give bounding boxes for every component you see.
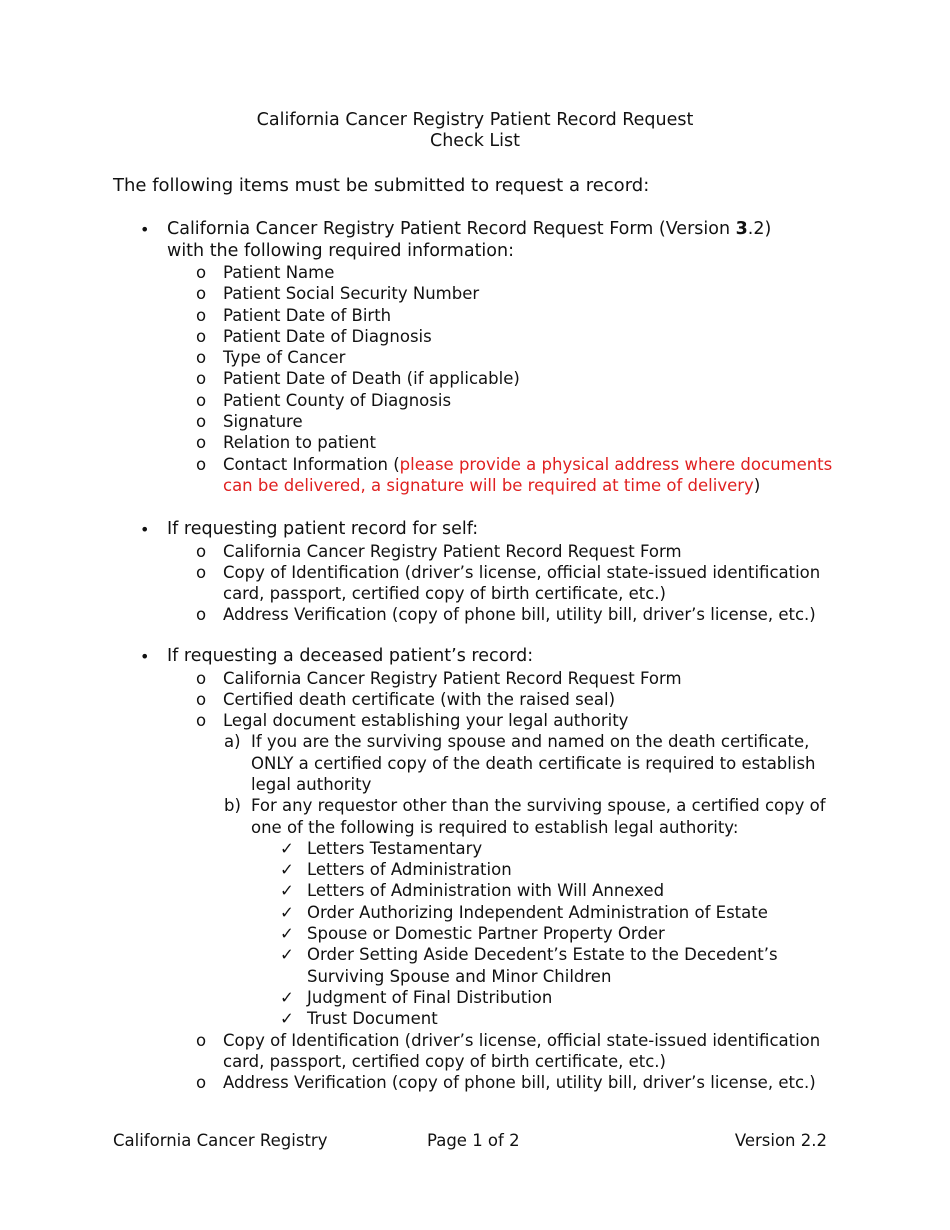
bullet-icon: • bbox=[140, 520, 150, 539]
list-item: o Copy of Identification (driver’s license, official state-issued identification card, passport, certified copy of birth certificate, etc.) bbox=[196, 562, 821, 604]
circle-bullet-icon: o bbox=[196, 326, 207, 346]
circle-bullet-icon: o bbox=[196, 263, 207, 282]
section-heading: • California Cancer Registry Patient Record Request Form (Version 3.2) with the following required information: bbox=[140, 219, 772, 261]
contact-information-item: o Contact Information (please provide a physical address where documents can be delivered, a signature will be required at time of delivery) bbox=[196, 454, 833, 495]
list-item: o Address Verification (copy of phone bill, utility bill, driver’s license, etc.) bbox=[196, 605, 816, 625]
circle-bullet-icon: o bbox=[196, 390, 207, 410]
legal-documents-checklist bbox=[140, 838, 840, 1030]
checkmark-icon: ✓ bbox=[280, 838, 294, 858]
intro-text: The following items must be submitted to request a record: bbox=[113, 175, 650, 196]
checklist-item: ✓ Order Setting Aside Decedent’s Estate to the Decedent’s Surviving Spouse and Minor Children bbox=[280, 945, 778, 986]
checklist-item: ✓ Judgment of Final Distribution bbox=[280, 987, 553, 1007]
list-item: o Patient Name bbox=[196, 263, 335, 282]
section-self-request bbox=[140, 519, 840, 626]
list-item: o Relation to patient bbox=[196, 433, 376, 453]
circle-bullet-icon: o bbox=[196, 541, 207, 561]
checkmark-icon: ✓ bbox=[280, 924, 294, 944]
checkmark-icon: ✓ bbox=[280, 1009, 294, 1029]
list-item: o Patient County of Diagnosis bbox=[196, 390, 452, 410]
circle-bullet-icon: o bbox=[196, 711, 207, 731]
checklist-item: ✓ Letters of Administration with Will Annexed bbox=[280, 881, 665, 901]
circle-bullet-icon: o bbox=[196, 1030, 207, 1050]
checkmark-icon: ✓ bbox=[280, 881, 294, 901]
checklist-item: ✓ Letters Testamentary bbox=[280, 838, 483, 858]
list-item: o Patient Date of Death (if applicable) bbox=[196, 369, 520, 389]
list-item: o California Cancer Registry Patient Record Request Form bbox=[196, 541, 682, 561]
bullet-icon: • bbox=[140, 220, 150, 239]
checkmark-icon: ✓ bbox=[280, 860, 294, 880]
circle-bullet-icon: o bbox=[196, 305, 207, 325]
list-item: o Address Verification (copy of phone bill, utility bill, driver’s license, etc.) bbox=[196, 1073, 816, 1093]
section-request-form bbox=[140, 219, 840, 496]
circle-bullet-icon: o bbox=[196, 689, 207, 709]
checklist-item: ✓ Letters of Administration bbox=[280, 860, 512, 880]
footer-version: Version 2.2 bbox=[734, 1131, 827, 1150]
bullet-icon: • bbox=[140, 647, 150, 666]
circle-bullet-icon: o bbox=[196, 668, 207, 688]
footer-organization: California Cancer Registry bbox=[113, 1131, 328, 1150]
section-heading: • If requesting patient record for self: bbox=[140, 519, 479, 539]
circle-bullet-icon: o bbox=[196, 412, 207, 432]
section-heading: • If requesting a deceased patient’s record: bbox=[140, 646, 534, 666]
delivery-note: please provide a physical address where documents can be delivered, a signature will be required at time of delivery bbox=[223, 454, 833, 495]
circle-bullet-icon: o bbox=[196, 1073, 207, 1093]
circle-bullet-icon: o bbox=[196, 454, 207, 474]
checkmark-icon: ✓ bbox=[280, 902, 294, 922]
list-item: o Copy of Identification (driver’s license, official state-issued identification card, passport, certified copy of birth certificate, etc.) bbox=[196, 1030, 821, 1071]
deceased-request-list bbox=[140, 668, 840, 732]
document-title bbox=[0, 110, 950, 152]
list-item: o Patient Date of Diagnosis bbox=[196, 326, 432, 346]
list-item: o Legal document establishing your legal authority bbox=[196, 711, 629, 731]
list-item: o Certified death certificate (with the raised seal) bbox=[196, 689, 616, 709]
footer-page-number: Page 1 of 2 bbox=[427, 1131, 520, 1150]
alpha-item: a) If you are the surviving spouse and named on the death certificate, ONLY a certified copy of the death certificate is required to establish legal authority bbox=[224, 732, 816, 794]
circle-bullet-icon: o bbox=[196, 348, 207, 368]
checkmark-icon: ✓ bbox=[280, 945, 294, 965]
checkmark-icon: ✓ bbox=[280, 987, 294, 1007]
circle-bullet-icon: o bbox=[196, 369, 207, 389]
deceased-request-list-continued bbox=[140, 1030, 840, 1094]
list-item: o Signature bbox=[196, 412, 303, 432]
circle-bullet-icon: o bbox=[196, 562, 207, 582]
list-item: o California Cancer Registry Patient Record Request Form bbox=[196, 668, 682, 688]
circle-bullet-icon: o bbox=[196, 433, 207, 453]
self-request-list bbox=[140, 541, 840, 626]
list-item: o Patient Social Security Number bbox=[196, 284, 480, 304]
checklist-item: ✓ Spouse or Domestic Partner Property Order bbox=[280, 924, 665, 944]
alpha-item: b) For any requestor other than the surviving spouse, a certified copy of one of the following is required to establish legal authority: bbox=[224, 796, 826, 837]
list-item: o Patient Date of Birth bbox=[196, 305, 392, 325]
section-deceased-request bbox=[140, 646, 840, 1093]
checklist-item: ✓ Order Authorizing Independent Administration of Estate bbox=[280, 902, 768, 922]
title-line-1: California Cancer Registry Patient Record Request bbox=[256, 110, 694, 130]
list-item: o Type of Cancer bbox=[196, 348, 346, 368]
required-info-list bbox=[140, 262, 840, 496]
checklist-item: ✓ Trust Document bbox=[280, 1009, 438, 1029]
circle-bullet-icon: o bbox=[196, 284, 207, 304]
circle-bullet-icon: o bbox=[196, 605, 207, 625]
title-line-2: Check List bbox=[430, 131, 520, 151]
legal-authority-options bbox=[140, 731, 840, 837]
